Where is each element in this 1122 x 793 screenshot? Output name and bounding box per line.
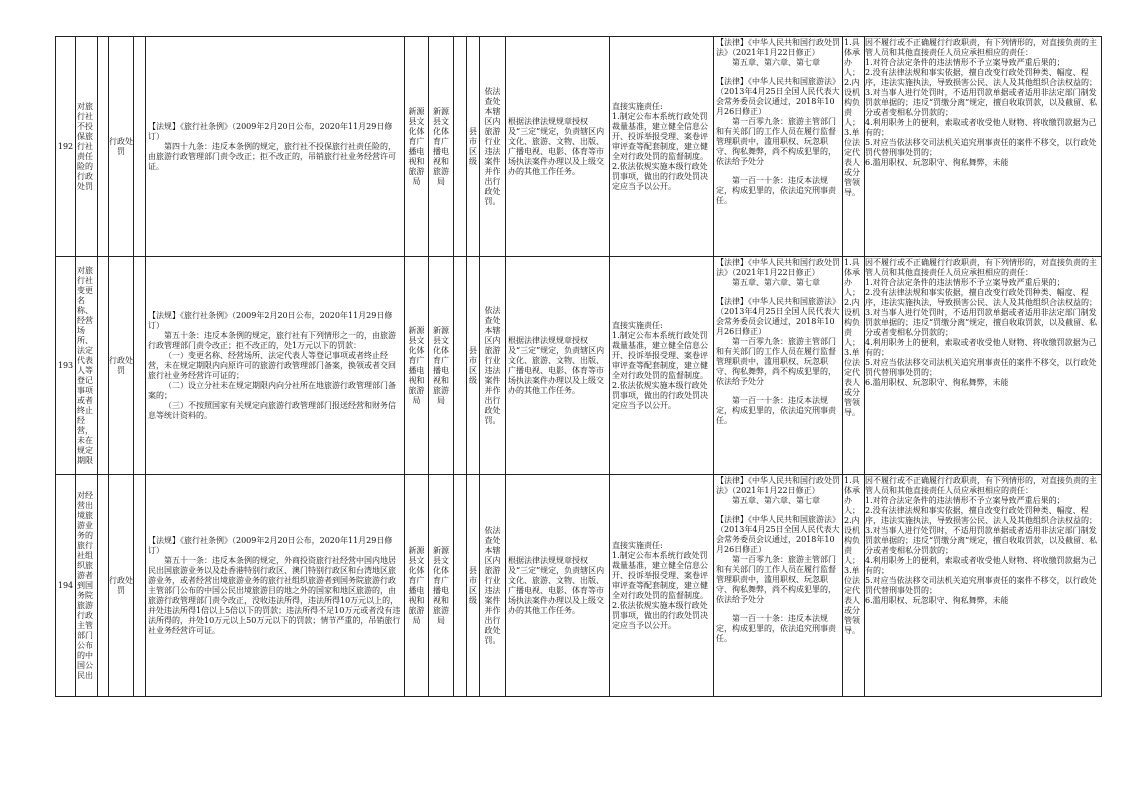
item-name: 对经营出境旅游业务的旅行社组织旅游者到国务院旅游行政主管部门公布的中国公民出 xyxy=(77,490,93,680)
department-cell xyxy=(405,475,429,697)
legal-basis-cell xyxy=(146,37,405,257)
table-row xyxy=(56,257,1102,475)
fault-cell xyxy=(865,257,1102,475)
item-type-cell xyxy=(109,37,134,257)
method-cell xyxy=(506,257,610,475)
blank-cell xyxy=(454,257,467,475)
department: 新源县文化体育广播电视和旅游局 xyxy=(408,545,425,625)
subject-cell xyxy=(843,475,865,697)
responsibility-cell xyxy=(610,257,714,475)
implementing-department: 新源县文化体育广播电视和旅游局 xyxy=(433,325,449,405)
row-number: 193 xyxy=(56,257,76,475)
scope-cell xyxy=(480,257,506,475)
blank-cell xyxy=(454,475,467,697)
accountability-law-cell xyxy=(714,257,843,475)
responsibility: 直接实施责任: 1.制定公布本系统行政处罚裁量基准，建立健全信息公开、投诉举报受理、案卷评审评查等配套制度，建立健全对行政处罚的监督制度。 2.依法依规实施本级行政处罚事项，做出的行政处罚决定应当予以公开。 xyxy=(612,540,708,630)
implementing-department-cell xyxy=(429,257,454,475)
blank-cell xyxy=(134,257,146,475)
responsibility-cell xyxy=(610,475,714,697)
law-1: 【法律】《中华人民共和国行政处罚法》（2021年1月22日修正） xyxy=(716,475,840,495)
blank-cell xyxy=(98,37,109,257)
item-type: 行政处罚 xyxy=(109,136,133,156)
scope: 依法查处本辖区内旅游行业违法案件并作出行政处罚。 xyxy=(484,305,501,425)
fault-cell xyxy=(865,37,1102,257)
legal-basis-cell xyxy=(146,475,405,697)
accountability-law-cell xyxy=(714,475,843,697)
blank-cell xyxy=(98,257,109,475)
implementing-department: 新源县文化体育广播电视和旅游局 xyxy=(433,106,449,186)
basis-paragraph: 【法规】《旅行社条例》（2009年2月20日公布，2020年11月29日修订） xyxy=(148,310,393,330)
level-cell xyxy=(467,37,480,257)
law-1-chapters: 第五章、第六章、第七章 xyxy=(732,57,820,67)
law-3-article: 第一百一十条：违反本法规定，构成犯罪的，依法追究刑事责任。 xyxy=(716,395,836,425)
fault-cell xyxy=(865,475,1102,697)
item-name: 对旅行社不投保旅行社责任险的行政处罚 xyxy=(77,101,93,191)
item-name-cell xyxy=(76,475,98,697)
scope: 依法查处本辖区内旅游行业违法案件并作出行政处罚。 xyxy=(484,525,501,645)
blank-cell xyxy=(134,37,146,257)
item-type: 行政处罚 xyxy=(109,575,133,595)
table-row xyxy=(56,475,1102,697)
level-cell xyxy=(467,257,480,475)
law-3-article: 第一百一十条：违反本法规定，构成犯罪的，依法追究刑事责任。 xyxy=(716,175,836,205)
department: 新源县文化体育广播电视和旅游局 xyxy=(408,325,425,405)
item-name-cell xyxy=(76,257,98,475)
responsible-subject: 1.具体承办人；2.内设机构负责人；3.单位法定代表人或分管领导。 xyxy=(844,257,860,417)
basis-paragraph: 第五十一条：违反本条例的规定，外商投资旅行社经营中国内地居民出国旅游业务以及赴香港特别行政区、澳门特别行政区和台湾地区旅游业务，或者经营出境旅游业务的旅行社组织旅游者到国务院旅游行政主管部门公布的中国公民出境旅游目的地之外的国家和地区旅游的，由旅游行政管理部门责令改正，没收违法所得，违法所得10万元以上的，并处违法所得1倍以上5倍以下的罚款；违法所得不足10万元或者没有违法所得的，并处10万元以上50万元以下的罚款；情节严重的，吊销旅行社业务经营许可证。 xyxy=(148,555,401,635)
law-2: 【法律】《中华人民共和国旅游法》（2013年4月25日全国人民代表大会常务委员会议通过，2018年10月26日修正） xyxy=(716,296,840,336)
responsibility: 直接实施责任: 1.制定公布本系统行政处罚裁量基准，建立健全信息公开、投诉举报受理、案卷评审评查等配套制度，建立健全对行政处罚的监督制度。 2.依法依规实施本级行政处罚事项，做出的行政处罚决定应当予以公开。 xyxy=(612,101,708,191)
item-type: 行政处罚 xyxy=(109,355,133,375)
responsible-subject: 1.具体承办人；2.内设机构负责人；3.单位法定代表人或分管领导。 xyxy=(844,475,860,635)
law-2-article: 第一百零九条：旅游主管部门和有关部门的工作人员在履行监督管理职责中，滥用职权、玩忽职守、徇私舞弊，尚不构成犯罪的，依法给予处分 xyxy=(716,116,836,166)
law-1: 【法律】《中华人民共和国行政处罚法》（2021年1月22日修正） xyxy=(716,257,840,277)
subject-cell xyxy=(843,37,865,257)
implementing-department-cell xyxy=(429,475,454,697)
responsibility: 直接实施责任: 1.制定公布本系统行政处罚裁量基准，建立健全信息公开、投诉举报受理、案卷评审评查等配套制度，建立健全对行政处罚的监督制度。 2.依法依规实施本级行政处罚事项，做出的行政处罚决定应当予以公开。 xyxy=(612,320,708,410)
level: 县市区级 xyxy=(469,126,477,166)
law-1: 【法律】《中华人民共和国行政处罚法》（2021年1月22日修正） xyxy=(716,37,840,57)
fault-text: 因不履行或不正确履行行政职责，有下列情形的，对直接负责的主管人员和其他直接责任人员应承担相应的责任： 1.对符合法定条件的违法情形不予立案导致严重后果的； 2.没有法律法规和事实依据，擅自改变行政处罚种类、幅度、程序，违法实施执法，导致损害公民、法人及其他组织合法权益的； 3.对当事人进行处罚时，不适用罚款单据或者适用非法定部门制发罚款单据的；违反“罚缴分离”规定，擅自收取罚款，以及截留、私分或者变相私分罚款的； 4.利用职务上的便利，索取或者收受他人财物、将收缴罚款据为己有的； 5.对应当依法移交司法机关追究刑事责任的案件不移交，以行政处罚代替刑事处罚的； 6.滥用职权、玩忽职守、徇私舞弊，未能 xyxy=(865,475,1098,605)
basis-paragraph: （三）不按照国家有关规定向旅游行政管理部门报送经营和财务信息等统计资料的。 xyxy=(148,400,396,420)
item-type-cell xyxy=(109,475,134,697)
method: 根据法律法规规章授权及“三定”规定，负责辖区内文化、旅游、文物、出版、广播电视、电影、体育等市场执法案件办理以及上级交办的其他工作任务。 xyxy=(508,335,605,395)
legal-basis-cell xyxy=(146,257,405,475)
penalty-table xyxy=(55,36,1102,697)
blank-cell xyxy=(98,475,109,697)
law-3-article: 第一百一十条：违反本法规定，构成犯罪的，依法追究刑事责任。 xyxy=(716,613,836,643)
level: 县市区级 xyxy=(469,565,477,605)
item-name-cell xyxy=(76,37,98,257)
item-type-cell xyxy=(109,257,134,475)
blank-cell xyxy=(454,37,467,257)
basis-paragraph: 第五十条：违反本条例的规定，旅行社有下列情形之一的，由旅游行政管理部门责令改正；拒不改正的，处1万元以下的罚款： xyxy=(148,330,396,350)
item-name: 对旅行社变更名称、经营场所、法定代表人等登记事项或者终止经营，未在规定期限 xyxy=(77,265,93,465)
accountability-law-cell xyxy=(714,37,843,257)
department-cell xyxy=(405,257,429,475)
fault-text: 因不履行或不正确履行行政职责，有下列情形的，对直接负责的主管人员和其他直接责任人员应承担相应的责任： 1.对符合法定条件的违法情形不予立案导致严重后果的； 2.没有法律法规和事实依据，擅自改变行政处罚种类、幅度、程序，违法实施执法，导致损害公民、法人及其他组织合法权益的； 3.对当事人进行处罚时，不适用罚款单据或者适用非法定部门制发罚款单据的；违反“罚缴分离”规定，擅自收取罚款，以及截留、私分或者变相私分罚款的； 4.利用职务上的便利，索取或者收受他人财物、将收缴罚款据为己有的； 5.对应当依法移交司法机关追究刑事责任的案件不移交，以行政处罚代替刑事处罚的； 6.滥用职权、玩忽职守、徇私舞弊，未能 xyxy=(865,257,1098,387)
scope-cell xyxy=(480,37,506,257)
basis-paragraph: （二）设立分社未在规定期限内向分社所在地旅游行政管理部门备案的； xyxy=(148,380,396,400)
method-cell xyxy=(506,37,610,257)
implementing-department-cell xyxy=(429,37,454,257)
basis-paragraph: 【法规】《旅行社条例》（2009年2月20日公布，2020年11月29日修订） xyxy=(148,535,393,555)
blank-cell xyxy=(134,475,146,697)
level-cell xyxy=(467,475,480,697)
subject-cell xyxy=(843,257,865,475)
table-row xyxy=(56,37,1102,257)
responsible-subject: 1.具体承办人；2.内设机构负责人；3.单位法定代表人或分管领导。 xyxy=(844,37,860,197)
law-2: 【法律】《中华人民共和国旅游法》（2013年4月25日全国人民代表大会常务委员会议通过，2018年10月26日修正） xyxy=(716,514,840,554)
implementing-department: 新源县文化体育广播电视和旅游局 xyxy=(433,545,449,625)
fault-text: 因不履行或不正确履行行政职责，有下列情形的，对直接负责的主管人员和其他直接责任人员应承担相应的责任： 1.对符合法定条件的违法情形不予立案导致严重后果的； 2.没有法律法规和事实依据，擅自改变行政处罚种类、幅度、程序，违法实施执法，导致损害公民、法人及其他组织合法权益的； 3.对当事人进行处罚时，不适用罚款单据或者适用非法定部门制发罚款单据的；违反“罚缴分离”规定，擅自收取罚款，以及截留、私分或者变相私分罚款的； 4.利用职务上的便利，索取或者收受他人财物、将收缴罚款据为己有的； 5.对应当依法移交司法机关追究刑事责任的案件不移交，以行政处罚代替刑事处罚的； 6.滥用职权、玩忽职守、徇私舞弊，未能 xyxy=(865,37,1098,167)
law-1-chapters: 第五章、第六章、第七章 xyxy=(732,277,820,287)
row-number: 194 xyxy=(56,475,76,697)
basis-paragraph: 第四十九条：违反本条例的规定，旅行社不投保旅行社责任险的，由旅游行政管理部门责令改正；拒不改正的，吊销旅行社业务经营许可证。 xyxy=(148,141,396,171)
level: 县市区级 xyxy=(469,345,477,385)
law-2: 【法律】《中华人民共和国旅游法》（2013年4月25日全国人民代表大会常务委员会议通过，2018年10月26日修正） xyxy=(716,76,840,116)
department: 新源县文化体育广播电视和旅游局 xyxy=(408,106,425,186)
method-cell xyxy=(506,475,610,697)
department-cell xyxy=(405,37,429,257)
law-2-article: 第一百零九条：旅游主管部门和有关部门的工作人员在履行监督管理职责中，滥用职权、玩忽职守、徇私舞弊，尚不构成犯罪的，依法给予处分 xyxy=(716,336,836,386)
law-1-chapters: 第五章、第六章、第七章 xyxy=(732,495,820,505)
basis-paragraph: 【法规】《旅行社条例》（2009年2月20日公布，2020年11月29日修订） xyxy=(148,121,393,141)
scope: 依法查处本辖区内旅游行业违法案件并作出行政处罚。 xyxy=(484,86,501,206)
scope-cell xyxy=(480,475,506,697)
method: 根据法律法规规章授权及“三定”规定，负责辖区内文化、旅游、文物、出版、广播电视、电影、体育等市场执法案件办理以及上级交办的其他工作任务。 xyxy=(508,555,605,615)
law-2-article: 第一百零九条：旅游主管部门和有关部门的工作人员在履行监督管理职责中，滥用职权、玩忽职守、徇私舞弊，尚不构成犯罪的，依法给予处分 xyxy=(716,554,836,604)
basis-paragraph: （一）变更名称、经营场所、法定代表人等登记事项或者终止经营，未在规定期限内向原许可的旅游行政管理部门备案，换领或者交回旅行社业务经营许可证的； xyxy=(148,350,396,380)
responsibility-cell xyxy=(610,37,714,257)
method: 根据法律法规规章授权及“三定”规定，负责辖区内文化、旅游、文物、出版、广播电视、电影、体育等市场执法案件办理以及上级交办的其他工作任务。 xyxy=(508,116,605,176)
row-number: 192 xyxy=(56,37,76,257)
